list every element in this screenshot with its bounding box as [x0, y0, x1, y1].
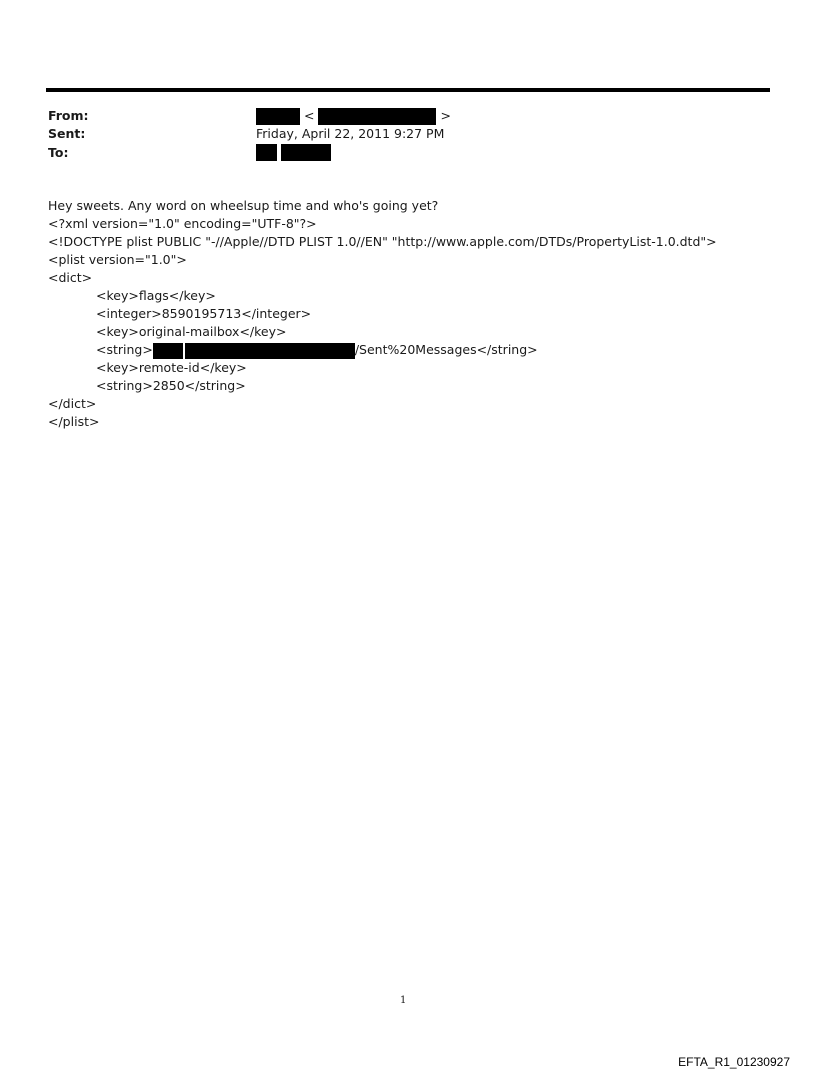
body-line: <!DOCTYPE plist PUBLIC "-//Apple//DTD PLIST 1.0//EN" "http://www.apple.com/DTDs/PropertyList-1.0.dtd"> — [48, 234, 717, 249]
body-line: <?xml version="1.0" encoding="UTF-8"?> — [48, 216, 317, 231]
from-value — [256, 107, 451, 125]
page-number: 1 — [400, 995, 407, 1006]
body-line: <key>flags</key> — [96, 288, 216, 303]
header-rule — [46, 88, 770, 92]
redaction-box — [281, 144, 331, 161]
from-label: From: — [48, 108, 89, 123]
redaction-box — [256, 108, 300, 125]
body-line: <key>remote-id</key> — [96, 360, 247, 375]
body-line: </dict> — [48, 396, 97, 411]
sent-value: Friday, April 22, 2011 9:27 PM — [256, 126, 445, 141]
string-close-text: /Sent%20Messages</string> — [354, 342, 538, 357]
body-line: <string>2850</string> — [96, 378, 246, 393]
body-line: </plist> — [48, 414, 100, 429]
body-line: <integer>8590195713</integer> — [96, 306, 312, 321]
body-line: <key>original-mailbox</key> — [96, 324, 287, 339]
from-close-bracket: > — [440, 108, 451, 123]
redaction-box — [153, 343, 183, 359]
from-open-bracket: < — [303, 108, 315, 123]
message-body — [48, 197, 717, 431]
string-open-tag: <string> — [96, 342, 153, 357]
redaction-box — [318, 108, 436, 125]
bates-stamp: EFTA_R1_01230927 — [678, 1055, 790, 1069]
body-line: <dict> — [48, 270, 93, 285]
redaction-box — [185, 343, 355, 359]
to-value — [256, 143, 331, 161]
to-label: To: — [48, 145, 69, 160]
body-line: Hey sweets. Any word on wheelsup time and who's going yet? — [48, 198, 439, 213]
sent-label: Sent: — [48, 126, 86, 141]
body-line: <plist version="1.0"> — [48, 252, 187, 267]
body-line-redacted — [48, 341, 717, 359]
redaction-box — [256, 144, 277, 161]
